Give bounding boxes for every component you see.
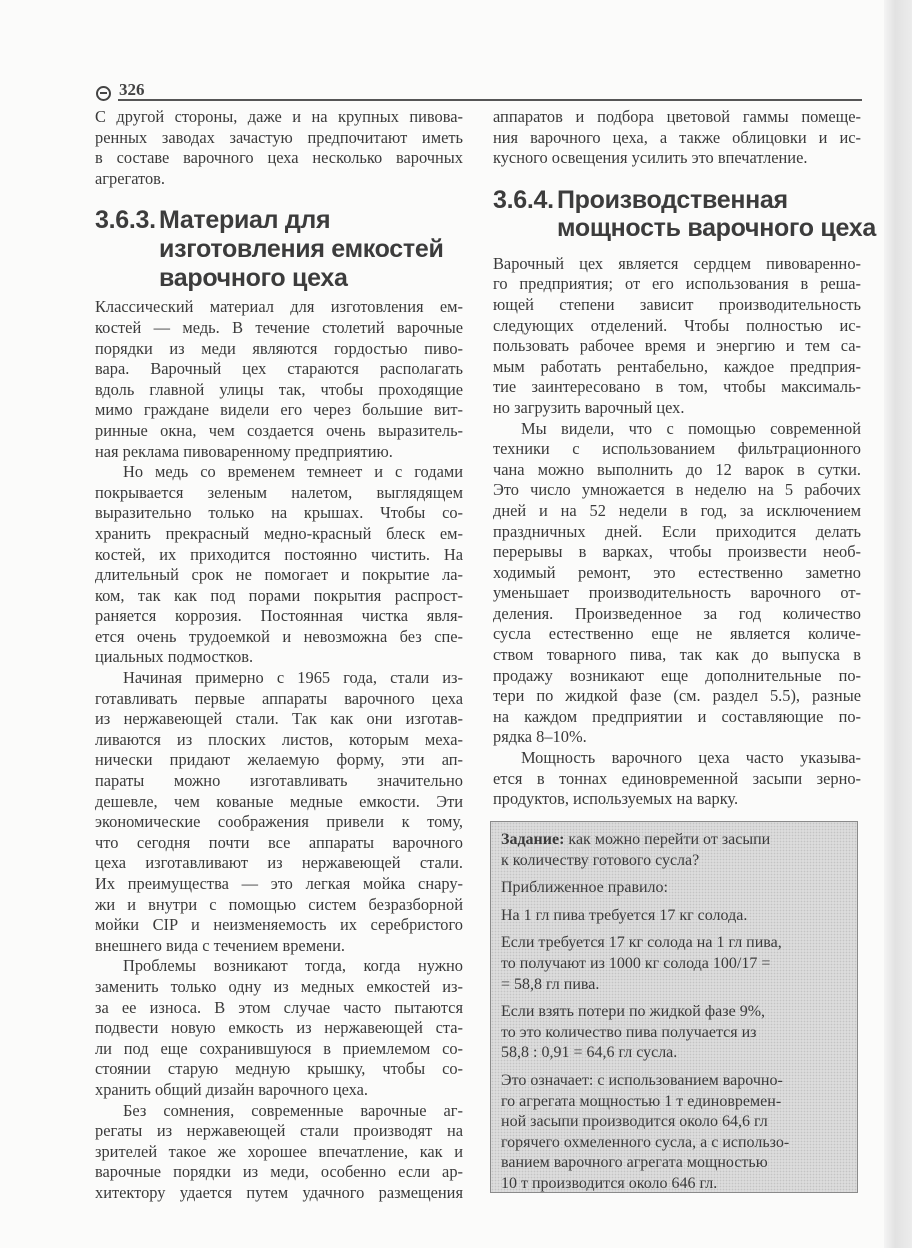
text-line: продажу возникают еще дополнительные по-: [493, 665, 861, 685]
text-line: выразительно только на крышах. Чтобы со-: [95, 503, 463, 523]
section-title-line: варочного цеха: [159, 264, 348, 293]
text-line: Начиная примерно с 1965 года, стали из-: [123, 668, 463, 688]
text-line: Мы видели, что с помощью современной: [521, 418, 861, 438]
paragraph: [95, 297, 463, 462]
task-line: Это означает: с использованием варочно-: [501, 1071, 783, 1089]
text-line: тери по жидкой фазе (см. раздел 5.5), разные: [493, 686, 861, 706]
text-line: мимо граждане видели его через большие вит-: [95, 400, 463, 420]
right-column: [493, 107, 876, 810]
text-line: перерывы в варках, чтобы произвести необ-: [493, 542, 861, 562]
text-line: мым работать рентабельно, каждое предприя-: [493, 356, 861, 376]
text-line: ется в тоннах единовременной засыпи зерно-: [493, 768, 861, 788]
paragraph: [95, 462, 463, 668]
text-line: ния варочного цеха, а также облицовки и ис-: [493, 127, 861, 147]
text-line: дней и на 52 недели в год, за исключением: [493, 500, 861, 520]
task-line: к количеству готового сусла?: [501, 851, 700, 869]
text-line: нически придают желаемую форму, эти ап-: [95, 750, 463, 770]
text-line: хранить прекрасный медно-красный блеск ем-: [95, 523, 463, 543]
text-line: ющей степени зависит производительность: [493, 294, 861, 314]
task-line: 58,8 : 0,91 = 64,6 гл сусла.: [501, 1044, 678, 1062]
text-line: ливаются из плоских листов, которым меха-: [95, 729, 463, 749]
task-line: Если требуется 17 кг солода на 1 гл пива,: [501, 934, 782, 952]
text-line: Проблемы возникают тогда, когда нужно: [123, 956, 463, 976]
text-line: Но медь со временем темнеет и с годами: [123, 462, 463, 482]
paragraph: [95, 668, 463, 956]
paragraph: [493, 419, 861, 749]
text-line: внешнего вида с течением времени.: [95, 935, 345, 955]
task-paragraph: [501, 1002, 847, 1064]
text-line: ринные окна, чем создается очень выразитель-: [95, 420, 463, 440]
text-line: регаты из нержавеющей стали производят на: [95, 1121, 463, 1141]
text-line: ством товарного пива, так как до выпуска в: [493, 645, 861, 665]
text-line: пользовать рабочее время и энергию и тем са-: [493, 336, 861, 356]
text-line: параты можно изготавливать значительно: [95, 771, 463, 791]
task-line: Задание: как можно перейти от засыпи: [501, 831, 771, 848]
text-line: Классический материал для изготовления ем-: [95, 297, 463, 317]
paragraph: [493, 748, 861, 810]
text-line: С другой стороны, даже и на крупных пивова-: [95, 107, 463, 126]
text-line: что сегодня почти все аппараты варочного: [95, 832, 463, 852]
text-line: подвести новую емкость из нержавеющей ста-: [95, 1018, 463, 1038]
text-line: ется очень трудоемкой и невозможна без спе-: [95, 626, 463, 646]
text-line: хитектору удается путем удачного размещения: [95, 1182, 463, 1202]
task-line: Если взять потери по жидкой фазе 9%,: [501, 1003, 766, 1021]
text-line: за ее износа. В этом случае часто пытаются: [95, 997, 463, 1017]
text-line: но загрузить варочный цех.: [493, 397, 685, 417]
text-line: ли под еще сохранившуюся в приемлемом со-: [95, 1038, 463, 1058]
text-line: заменить только одну из медных емкостей из-: [95, 976, 463, 996]
text-line: из нержавеющей стали. Так как они изготав-: [95, 709, 463, 729]
task-paragraph: [501, 878, 847, 899]
task-paragraph: [501, 830, 847, 871]
text-line: аппаратов и подбора цветовой гаммы помеще-: [493, 107, 861, 126]
text-line: цеха изготавливают из нержавеющей стали.: [95, 853, 463, 873]
task-line: На 1 гл пива требуется 17 кг солода.: [501, 906, 748, 924]
text-line: сусла естественно еще не является количе-: [493, 624, 861, 644]
section-number: 3.6.3.: [95, 206, 156, 235]
text-line: варочные порядки из меди, особенно если ар-: [95, 1162, 463, 1182]
section-title-line: Производственная: [557, 185, 788, 214]
page-header: [92, 80, 862, 102]
text-line: ренных заводах зачастую предпочитают иметь: [95, 127, 463, 147]
task-line: то получают из 1000 кг солода 100/17 =: [501, 954, 771, 972]
task-line: то это количество пива получается из: [501, 1023, 757, 1041]
task-paragraph: [501, 933, 847, 995]
text-line: Их преимущества — это легкая мойка снару-: [95, 874, 463, 893]
paragraph: [493, 254, 861, 419]
text-line: чана можно выполнить до 12 варок в сутки.: [493, 459, 861, 479]
text-line: вдоль главной улицы так, чтобы проходящие: [95, 379, 463, 399]
task-line: = 58,8 гл пива.: [501, 975, 600, 993]
page-edge-shadow: [884, 0, 912, 1248]
section-heading: [493, 185, 876, 242]
left-column: [95, 107, 463, 1204]
text-line: циальных подмостков.: [95, 647, 254, 667]
section-number: 3.6.4.: [493, 185, 554, 214]
task-box: [490, 821, 858, 1193]
task-line: 10 т производится около 646 гл.: [501, 1174, 718, 1192]
text-line: костей, их приходится постоянно чистить. На: [95, 544, 463, 564]
text-line: на каждом предприятии и составляющие по-: [493, 706, 861, 726]
text-line: жи и внутри с помощью систем безразборной: [95, 894, 463, 914]
section-title-line: изготовления емкостей: [159, 235, 444, 264]
paragraph: [493, 107, 861, 169]
paragraph: [95, 956, 463, 1100]
task-line: ванием варочного агрегата мощностью: [501, 1154, 768, 1172]
header-rule: [118, 99, 862, 101]
text-line: техники с использованием фильтрационного: [493, 439, 861, 459]
text-line: ная реклама пивоваренному предприятию.: [95, 441, 393, 461]
text-line: хранить общий дизайн варочного цеха.: [95, 1079, 369, 1099]
task-label: Задание:: [501, 831, 565, 848]
text-line: агрегатов.: [95, 168, 166, 188]
text-line: готавливать первые аппараты варочного цеха: [95, 688, 463, 708]
text-line: Это число умножается в неделю на 5 рабочих: [493, 480, 861, 500]
text-line: рядка 8–10%.: [493, 727, 587, 747]
text-line: Мощность варочного цеха часто указыва-: [521, 748, 861, 768]
text-line: праздничных дней. Если приходится делать: [493, 521, 861, 541]
text-line: стоянии старую медную крышку, чтобы со-: [95, 1059, 463, 1079]
text-line: экономические соображения привели к тому,: [95, 812, 463, 832]
text-line: Без сомнения, современные варочные аг-: [123, 1100, 463, 1120]
text-line: уменьшает производительность варочного от-: [493, 583, 861, 603]
text-line: вара. Варочный цех стараются располагать: [95, 359, 463, 379]
section-heading: [95, 206, 463, 293]
text-line: костей — медь. В течение столетий варочные: [95, 317, 463, 337]
text-line: мойки CIP и неизменяемость их серебристого: [95, 915, 463, 935]
text-line: длительный срок не помогает и покрытие ла-: [95, 565, 463, 585]
task-line: го агрегата мощностью 1 т единовремен-: [501, 1092, 782, 1110]
paragraph: [95, 107, 463, 189]
text-line: покрывается зеленым налетом, выглядящем: [95, 482, 463, 502]
section-title-line: Материал для: [159, 206, 331, 235]
text-line: порядки из меди являются гордостью пиво-: [95, 338, 463, 358]
text-line: продуктов, используемых на варку.: [493, 789, 739, 809]
section-title-line: мощность варочного цеха: [557, 213, 876, 242]
text-line: кусного освещения усилить это впечатление.: [493, 148, 808, 168]
task-paragraph: [501, 906, 847, 927]
task-line: горячего охмеленного сусла, а с использо-: [501, 1133, 790, 1151]
text-line: раняется коррозия. Постоянная чистка явля-: [95, 606, 463, 626]
task-paragraph: [501, 1071, 847, 1195]
text-line: в составе варочного цеха несколько варочных: [95, 148, 463, 168]
task-line: Приближенное правило:: [501, 879, 668, 897]
paragraph: [95, 1101, 463, 1204]
text-line: го предприятия; от его использования в реша-: [493, 274, 861, 294]
text-line: деления. Произведенное за год количество: [493, 603, 861, 623]
chapter-marker-icon: [96, 86, 111, 101]
text-line: Варочный цех является сердцем пивоваренно-: [493, 253, 861, 273]
task-line: ной засыпи производится около 64,6 гл: [501, 1113, 768, 1131]
text-line: следующих отделений. Чтобы полностью ис-: [493, 315, 861, 335]
text-line: тие заинтересовано в том, чтобы максималь-: [493, 377, 861, 397]
text-line: зрителей такое же хорошее впечатление, как и: [95, 1141, 463, 1161]
text-line: ком, так как под порами покрытия распрост-: [95, 585, 463, 605]
page-number: 326: [119, 80, 145, 99]
text-line: дешевле, чем кованые медные емкости. Эти: [95, 791, 463, 811]
text-line: ходимый ремонт, это естественно заметно: [493, 562, 861, 582]
